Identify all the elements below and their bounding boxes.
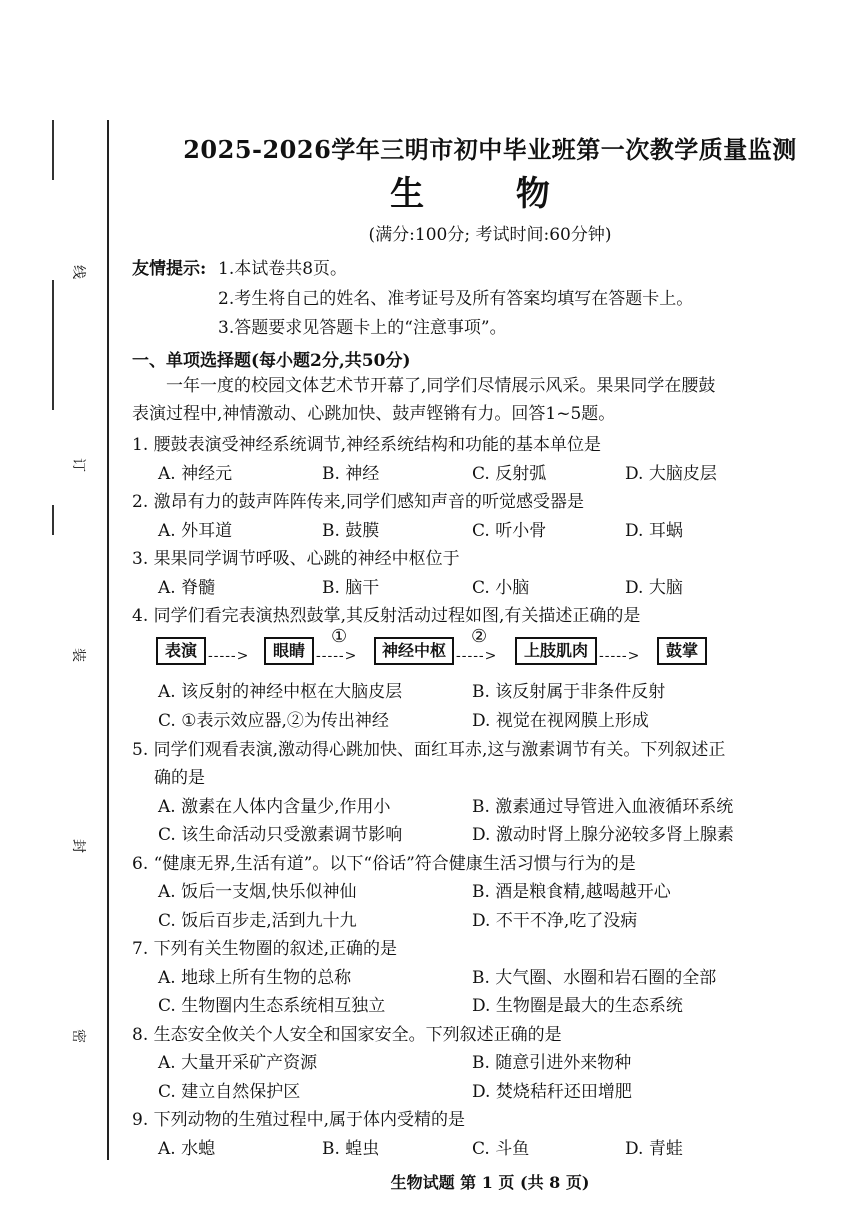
question-stem: 4. 同学们看完表演热烈鼓掌,其反射活动过程如图,有关描述正确的是 (132, 606, 641, 626)
binding-mark (52, 505, 54, 535)
option: B. 随意引进外来物种 (472, 1053, 632, 1073)
page-footer: 生物试题 第 1 页 (共 8 页) (390, 1173, 590, 1192)
binding-char: 封 (70, 839, 86, 853)
option: D. 不干不净,吃了没病 (472, 911, 638, 931)
binding-char: 装 (70, 648, 86, 662)
option: C. 斗鱼 (472, 1139, 530, 1159)
question-stem: 9. 下列动物的生殖过程中,属于体内受精的是 (132, 1110, 466, 1130)
question-stem: 7. 下列有关生物圈的叙述,正确的是 (132, 939, 398, 959)
option: B. 大气圈、水圈和岩石圈的全部 (472, 968, 717, 988)
tip-item: 2.考生将自己的姓名、准考证号及所有答案均填写在答题卡上。 (218, 289, 694, 309)
option: A. 地球上所有生物的总称 (158, 968, 352, 988)
diagram-arrow: -----> (599, 648, 641, 664)
question-stem: 8. 生态安全攸关个人安全和国家安全。下列叙述正确的是 (132, 1025, 562, 1045)
option: C. 生物圈内生态系统相互独立 (158, 996, 386, 1016)
tip-item: 1.本试卷共8页。 (218, 259, 348, 279)
option: C. 小脑 (472, 578, 530, 598)
question-stem-cont: 确的是 (154, 768, 205, 788)
tips-label: 友情提示: (132, 259, 207, 279)
option: B. 酒是粮食精,越喝越开心 (472, 882, 671, 902)
section-heading: 一、单项选择题(每小题2分,共50分) (132, 351, 411, 371)
option: B. 蝗虫 (322, 1139, 380, 1159)
diagram-arrow: -----> (316, 648, 358, 664)
option: C. 反射弧 (472, 464, 547, 484)
option: D. 大脑 (625, 578, 683, 598)
option: D. 焚烧秸秆还田增肥 (472, 1082, 632, 1102)
option: B. 鼓膜 (322, 521, 380, 541)
option: C. 听小骨 (472, 521, 547, 541)
option: D. 激动时肾上腺分泌较多肾上腺素 (472, 825, 734, 845)
diagram-box-applause: 鼓掌 (657, 637, 707, 665)
question-stem: 3. 果果同学调节呼吸、心跳的神经中枢位于 (132, 549, 460, 569)
binding-mark (52, 120, 54, 180)
option: D. 耳蜗 (625, 521, 683, 541)
exam-title: 2025-2026学年三明市初中毕业班第一次教学质量监测 (183, 135, 797, 164)
binding-line (107, 120, 109, 1160)
option: B. 脑干 (322, 578, 380, 598)
diagram-box-eye: 眼睛 (264, 637, 314, 665)
option: A. 外耳道 (158, 521, 233, 541)
binding-char: 密 (70, 1029, 86, 1043)
question-stem: 6. “健康无界,生活有道”。以下“俗话”符合健康生活习惯与行为的是 (132, 854, 636, 874)
option: A. 激素在人体内含量少,作用小 (158, 797, 391, 817)
question-stem: 5. 同学们观看表演,激动得心跳加快、面红耳赤,这与激素调节有关。下列叙述正 (132, 740, 726, 760)
option: C. ①表示效应器,②为传出神经 (158, 711, 389, 731)
diagram-box-nerve-center: 神经中枢 (374, 637, 454, 665)
option: A. 大量开采矿产资源 (158, 1053, 318, 1073)
option: B. 该反射属于非条件反射 (472, 682, 666, 702)
option: B. 激素通过导管进入血液循环系统 (472, 797, 734, 817)
binding-char: 订 (70, 458, 86, 472)
intro-line: 表演过程中,神情激动、心跳加快、鼓声铿锵有力。回答1~5题。 (132, 404, 616, 424)
option: D. 青蛙 (625, 1139, 683, 1159)
diagram-arrow: -----> (208, 648, 250, 664)
diagram-box-performance: 表演 (156, 637, 206, 665)
option: D. 大脑皮层 (625, 464, 717, 484)
option: D. 视觉在视网膜上形成 (472, 711, 649, 731)
option: A. 饭后一支烟,快乐似神仙 (158, 882, 357, 902)
option: C. 建立自然保护区 (158, 1082, 301, 1102)
option: C. 饭后百步走,活到九十九 (158, 911, 357, 931)
diagram-marker-1: ① (331, 626, 348, 647)
option: A. 脊髓 (158, 578, 216, 598)
option: A. 该反射的神经中枢在大脑皮层 (158, 682, 403, 702)
diagram-marker-2: ② (471, 626, 488, 647)
binding-mark (52, 280, 54, 410)
option: B. 神经 (322, 464, 380, 484)
question-stem: 2. 激昂有力的鼓声阵阵传来,同学们感知声音的听觉感受器是 (132, 492, 585, 512)
option: D. 生物圈是最大的生态系统 (472, 996, 683, 1016)
option: A. 水螅 (158, 1139, 216, 1159)
intro-line: 一年一度的校园文体艺术节开幕了,同学们尽情展示风采。果果同学在腰鼓 (166, 376, 716, 396)
diagram-box-arm-muscle: 上肢肌肉 (515, 637, 597, 665)
option: C. 该生命活动只受激素调节影响 (158, 825, 403, 845)
question-stem: 1. 腰鼓表演受神经系统调节,神经系统结构和功能的基本单位是 (132, 435, 602, 455)
binding-char: 线 (70, 265, 86, 279)
subject-title: 生 物 (390, 174, 590, 214)
option: A. 神经元 (158, 464, 233, 484)
diagram-arrow: -----> (456, 648, 498, 664)
exam-meta: (满分:100分; 考试时间:60分钟) (368, 225, 612, 245)
tip-item: 3.答题要求见答题卡上的“注意事项”。 (218, 318, 507, 338)
